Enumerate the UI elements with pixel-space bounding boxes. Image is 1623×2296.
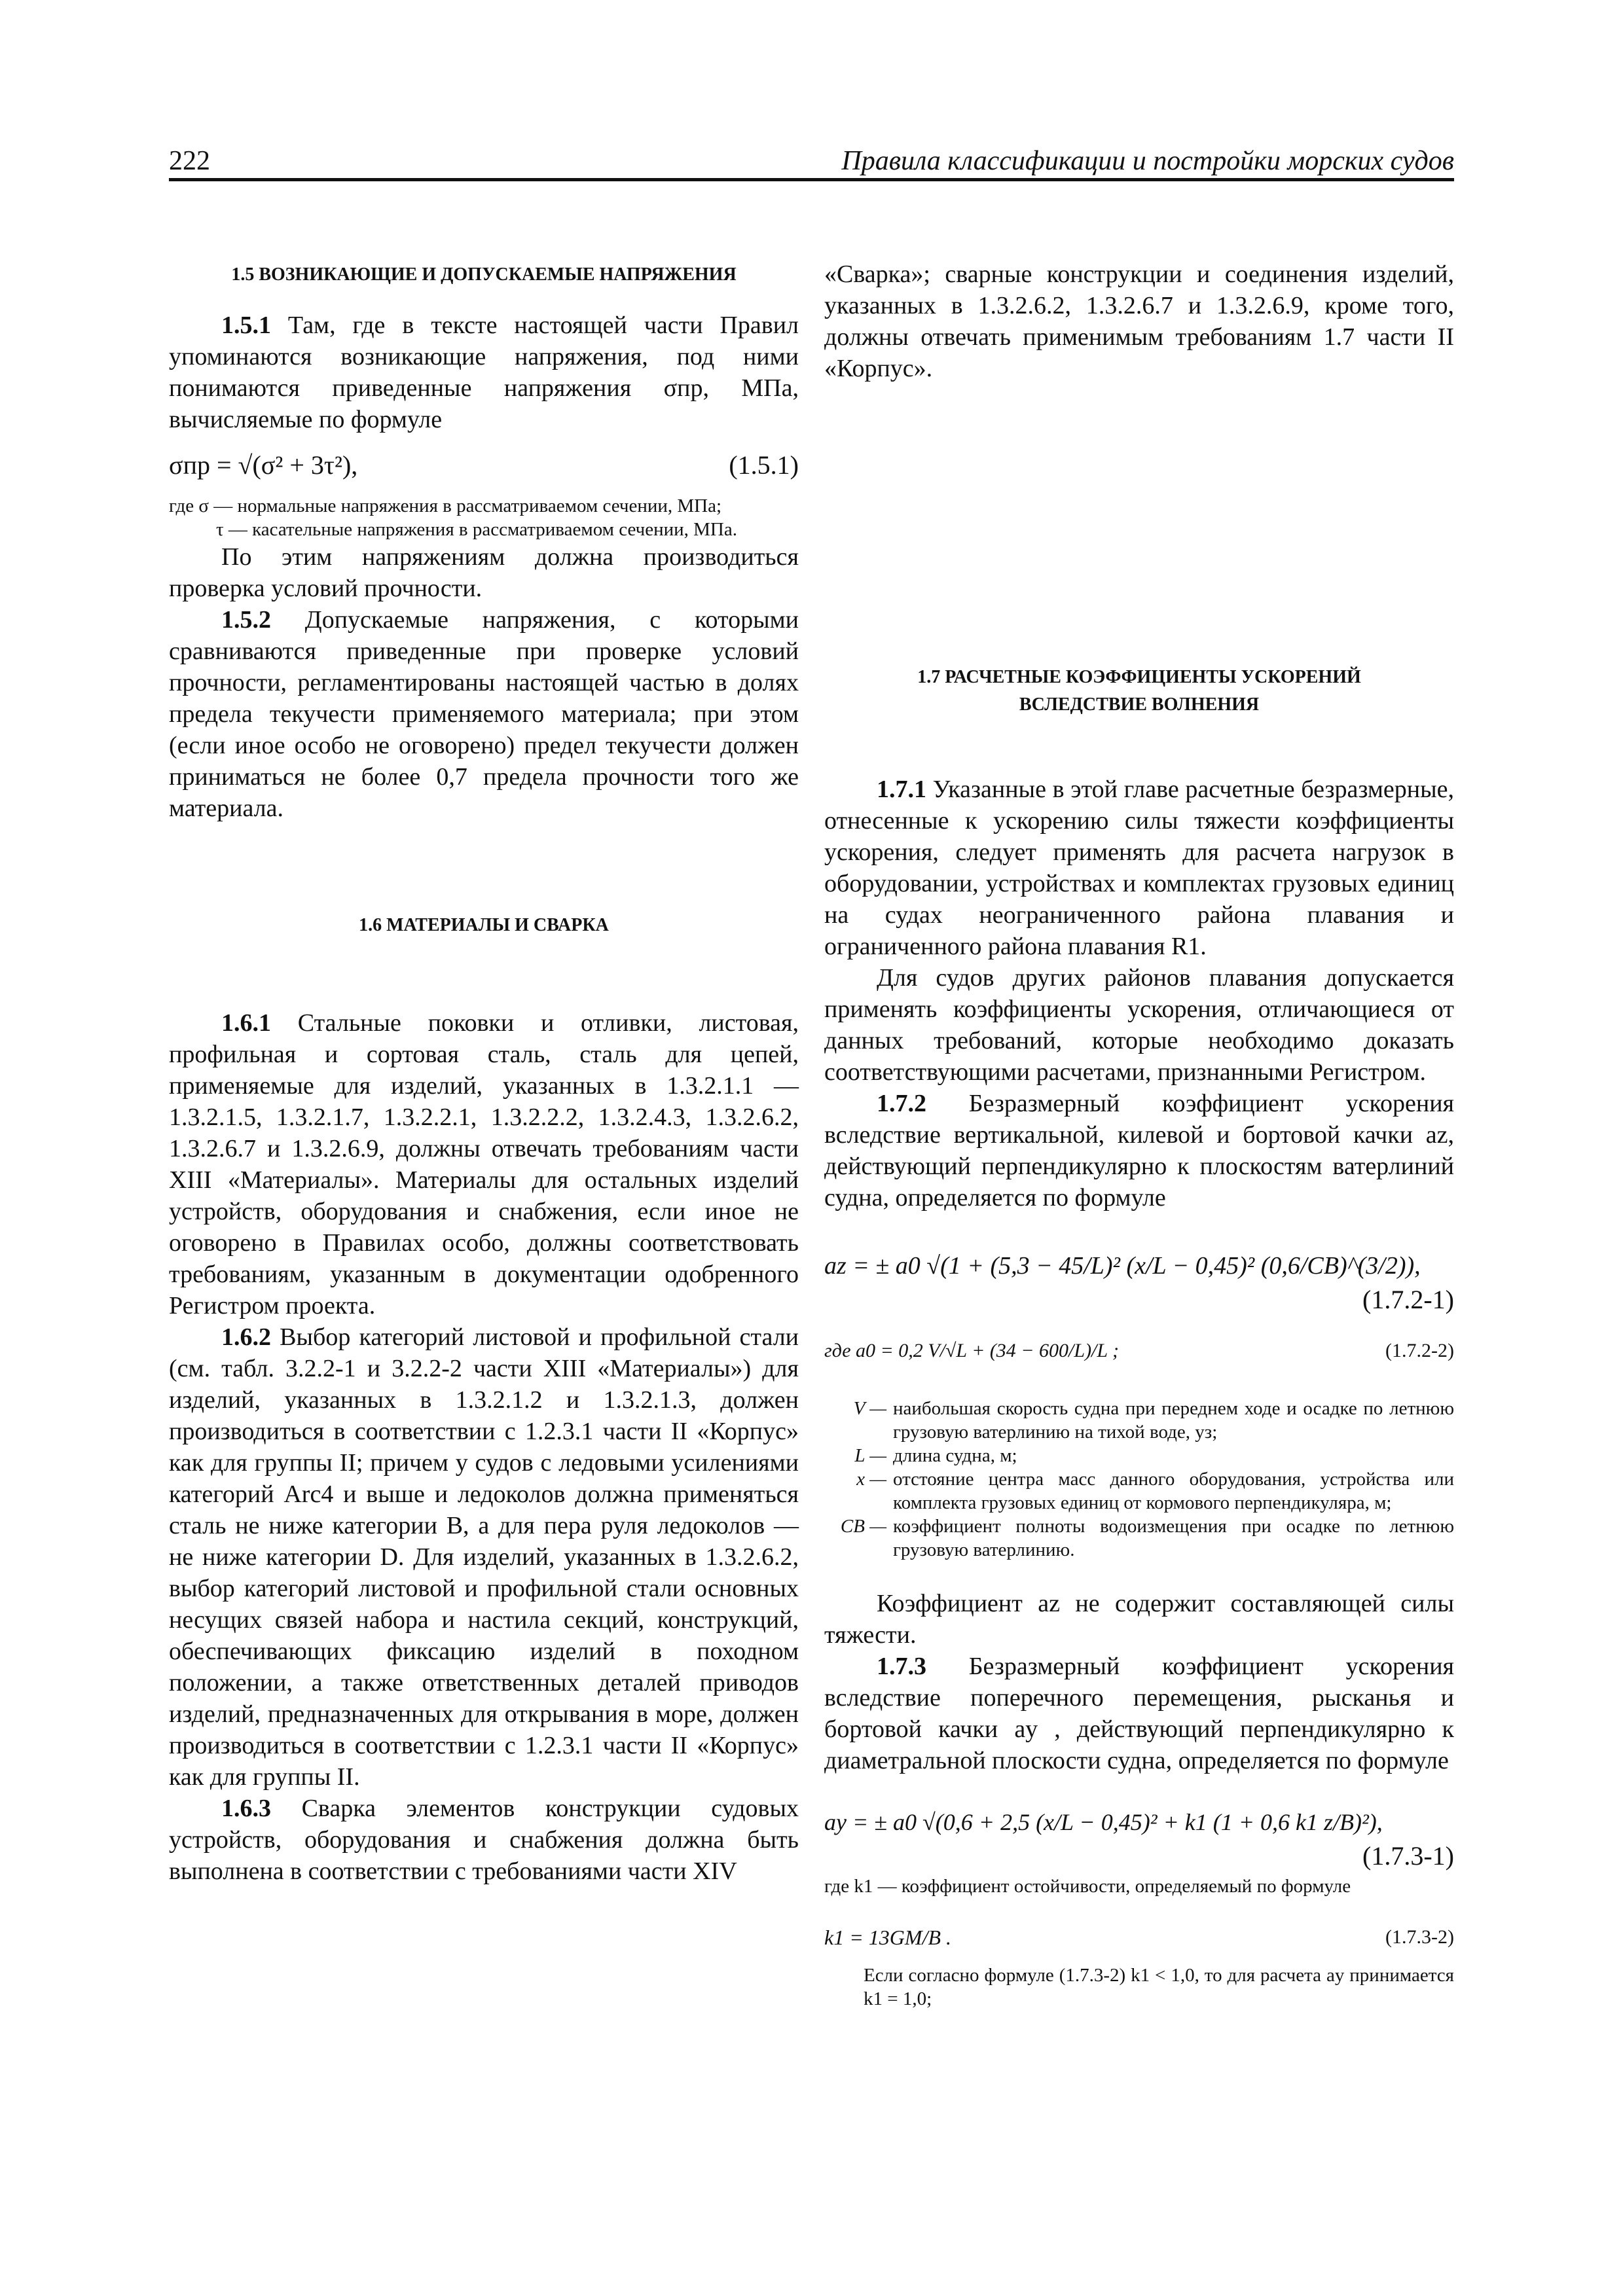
- formula-expression: σпр = √(σ² + 3τ²),: [169, 450, 358, 480]
- formula-number: (1.7.2-1): [1362, 1285, 1454, 1314]
- paragraph-text: Допускаемые напряжения, с которыми сравниваются приведенные при проверке условий прочности, регламентированы настоящей частью в долях предела текучести применяемого материала; при этом (если иное особо не оговорено) предел текучести должен приниматься не более 0,7 предела прочности того же материала.: [169, 606, 799, 822]
- formula-1-7-3-1: [824, 1803, 1454, 1871]
- section-heading-1-5: 1.5 ВОЗНИКАЮЩИЕ И ДОПУСКАЕМЫЕ НАПРЯЖЕНИЯ: [231, 264, 737, 285]
- paragraph-1-6-2: [169, 1321, 799, 1793]
- paragraph-text: Стальные поковки и отливки, листовая, профильная и сортовая сталь, сталь для цепей, применяемые для изделий, указанных в 1.3.2.1.1 — 1.3.2.1.5, 1.3.2.1.7, 1.3.2.2.1, 1.3.2.2.2, 1.3.2.4.3, 1.3.2.6.2, 1.3.2.6.7 и 1.3.2.6.9, должны отвечать требованиям части XIII «Материалы». Материалы для остальных изделий устройств, оборудования и снабжения, если иное не оговорено в Правилах особо, должны соответствовать требованиям, указанным в документации одобренного Регистром проекта.: [169, 1009, 799, 1319]
- clause-number: 1.6.1: [221, 1009, 271, 1037]
- formula-expression: где a0 = 0,2 V/√L + (34 − 600/L)/L ;: [824, 1340, 1120, 1361]
- where-k1: где k1 — коэффициент остойчивости, определяемый по формуле: [824, 1876, 1351, 1897]
- clause-number: 1.6.3: [221, 1795, 271, 1822]
- definition-text: отстояние центра масс данного оборудования, устройства или комплекта грузовых единиц от кормового перпендикуляра, м;: [893, 1469, 1454, 1513]
- paragraph-1-7-1: [824, 774, 1454, 962]
- where-sigma: где σ — нормальные напряжения в рассматриваемом сечении, МПа;: [169, 495, 722, 516]
- header-rule: [169, 178, 1454, 181]
- clause-number: 1.7.3: [877, 1653, 926, 1680]
- clause-number: 1.5.2: [221, 606, 271, 634]
- left-column: [169, 259, 799, 1887]
- where-tau: τ — касательные напряжения в рассматриваемом сечении, МПа.: [216, 519, 737, 540]
- formula-number: (1.5.1): [729, 450, 799, 480]
- paragraph-text: Безразмерный коэффициент ускорения вследствие поперечного перемещения, рысканья и бортовой качки ay , действующий перпендикулярно к диаметральной плоскости судна, определяется по формуле: [824, 1653, 1455, 1774]
- paragraph-1-6-3-continuation: [824, 259, 1454, 384]
- formula-expression: az = ± a0 √(1 + (5,3 − 45/L)² (x/L − 0,45)² (0,6/CB)^(3/2)),: [824, 1252, 1421, 1280]
- formula-1-5-1: [169, 446, 799, 485]
- paragraph-1-7-1-b: Для судов других районов плавания допускается применять коэффициенты ускорения, отличающиеся от данных требований, которые необходимо доказать соответствующими расчетами, признанными Регистром.: [824, 964, 1454, 1086]
- definition-symbol: CB —: [840, 1516, 886, 1537]
- clause-number: 1.7.2: [877, 1090, 926, 1117]
- paragraph-1-5-2: [169, 604, 799, 824]
- definition-row: [824, 1467, 1454, 1515]
- paragraph-text: Выбор категорий листовой и профильной стали (см. табл. 3.2.2-1 и 3.2.2-2 части XIII «Материалы») для изделий, указанных в 1.3.2.1.2 и 1.3.2.1.3, должен производиться в соответствии с 1.2.3.1 части II «Корпус» как для группы II; причем у судов с ледовыми усилениями категорий Arc4 и выше и ледоколов должна применяться сталь не ниже категории B, а для пера руля ледоколов — не ниже категории D. Для изделий, указанных в 1.3.2.6.2, выбор категорий листовой и профильной стали основных несущих связей набора и настила секций, конструкций, обеспечивающих фиксацию изделий в походном положении, а также ответственных деталей приводов изделий, предназначенных для открывания в море, должен производиться в соответствии с 1.2.3.1 части II «Корпус» как для группы II.: [169, 1323, 799, 1791]
- definition-symbol: L —: [854, 1445, 886, 1466]
- paragraph-text: Сварка элементов конструкции судовых устройств, оборудования и снабжения должна быть выполнена в соответствии с требованиями части XIV: [169, 1795, 799, 1885]
- formula-number: (1.7.2-2): [1385, 1340, 1454, 1361]
- definition-text: наибольшая скорость судна при переднем ходе и осадке по летнюю грузовую ватерлинию на тихой воде, уз;: [893, 1398, 1454, 1443]
- paragraph-1-5-1: [169, 310, 799, 435]
- paragraph-1-6-3: [169, 1793, 799, 1887]
- formula-number: (1.7.3-2): [1385, 1926, 1454, 1948]
- section-heading-1-6: 1.6 МАТЕРИАЛЫ И СВАРКА: [359, 915, 609, 935]
- paragraph-text: Указанные в этой главе расчетные безразмерные, отнесенные к ускорению силы тяжести коэффициенты ускорения, следует применять для расчета нагрузок в оборудовании, устройствах и комплектах грузовых единиц на судах неограниченного района плавания и ограниченного района плавания R1.: [824, 776, 1454, 960]
- paragraph-1-7-2: [824, 1088, 1454, 1213]
- paragraph-1-5-1-cont: По этим напряжениям должна производиться проверка условий прочности.: [169, 543, 799, 602]
- paragraph-text: Безразмерный коэффициент ускорения вследствие вертикальной, килевой и бортовой качки az, действующий перпендикулярно к плоскостям ватерлиний судна, определяется по формуле: [824, 1090, 1455, 1211]
- formula-1-7-2-2: [824, 1331, 1454, 1371]
- formula-expression: k1 = 13GM/B .: [824, 1926, 951, 1949]
- paragraph-1-6-1: [169, 1007, 799, 1321]
- variable-definitions: [824, 1397, 1454, 1562]
- paragraph-1-7-3: [824, 1651, 1454, 1776]
- formula-expression: ay = ± a0 √(0,6 + 2,5 (x/L − 0,45)² + k1 (1 + 0,6 k1 z/B)²),: [824, 1809, 1383, 1835]
- formula-1-7-2-1: [824, 1246, 1454, 1312]
- formula-number: (1.7.3-1): [1362, 1841, 1454, 1871]
- paragraph-text: Там, где в тексте настоящей части Правил упоминаются возникающие напряжения, под ними понимаются приведенные напряжения σпр, МПа, вычисляемые по формуле: [169, 312, 799, 433]
- clause-number: 1.6.2: [221, 1323, 271, 1351]
- definition-symbol: V —: [853, 1398, 886, 1419]
- formula-1-7-3-2: [824, 1918, 1454, 1957]
- right-column: [824, 661, 1454, 2011]
- definition-row: [824, 1397, 1454, 1444]
- definition-row: [824, 1515, 1454, 1562]
- note-k1: Если согласно формуле (1.7.3-2) k1 < 1,0, то для расчета ay принимается k1 = 1,0;: [864, 1965, 1454, 2009]
- page-number: 222: [169, 146, 210, 176]
- running-title: Правила классификации и постройки морских судов: [841, 146, 1454, 176]
- paragraph-1-7-2-after: Коэффициент az не содержит составляющей силы тяжести.: [824, 1590, 1454, 1649]
- section-heading-1-7: 1.7 РАСЧЕТНЫЕ КОЭФФИЦИЕНТЫ УСКОРЕНИЙ ВСЛЕДСТВИЕ ВОЛНЕНИЯ: [917, 667, 1361, 715]
- definition-row: [824, 1444, 1454, 1467]
- right-column-top: [824, 259, 1454, 384]
- continuation-text: «Сварка»; сварные конструкции и соединения изделий, указанных в 1.3.2.6.2, 1.3.2.6.7 и 1.3.2.6.9, кроме того, должны отвечать применимым требованиям 1.7 части II «Корпус».: [824, 260, 1454, 382]
- clause-number: 1.7.1: [877, 776, 926, 803]
- definition-text: длина судна, м;: [893, 1445, 1017, 1466]
- definition-symbol: x —: [856, 1469, 886, 1490]
- clause-number: 1.5.1: [221, 312, 271, 339]
- definition-text: коэффициент полноты водоизмещения при осадке по летнюю грузовую ватерлинию.: [893, 1516, 1454, 1560]
